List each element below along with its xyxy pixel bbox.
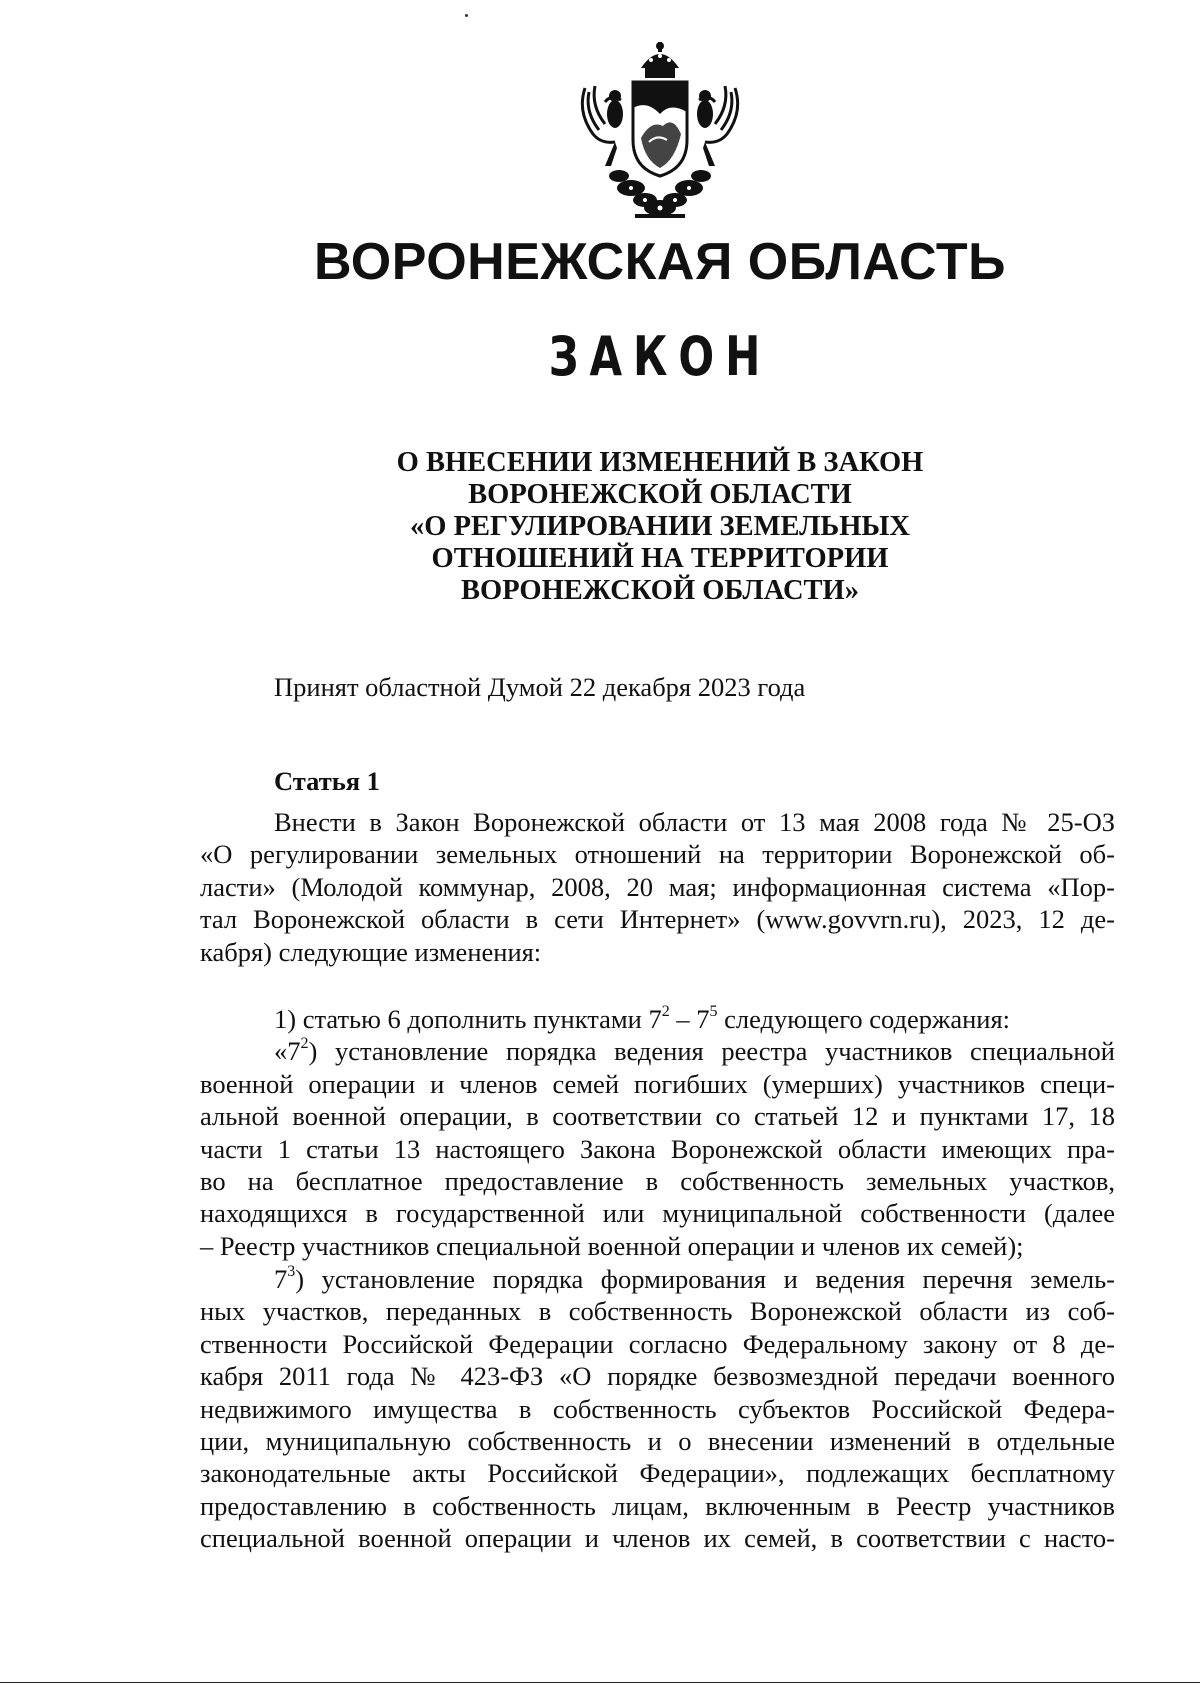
superscript: 3 [287,1263,296,1280]
law-title-line: ВОРОНЕЖСКОЙ ОБЛАСТИ [468,479,852,510]
paragraph-7-2-text: ) установление порядка ведения реестра участников специальной [308,1036,1115,1067]
superscript: 5 [709,1003,718,1020]
paragraph-7-3-prefix: 7 [274,1264,288,1294]
law-title-line: О ВНЕСЕНИИ ИЗМЕНЕНИЙ В ЗАКОН [396,447,924,478]
paragraph-line: находящихся в государственной или муниципальной собственности (далее [200,1198,1115,1229]
item-1-dash: – 7 [669,1004,710,1034]
paragraph-line: «О регулировании земельных отношений на территории Воронежской об- [200,839,1115,870]
paragraph-7-3-first-line [200,1263,1115,1295]
item-1-prefix: 1) статью 6 дополнить пунктами 7 [274,1004,662,1034]
scan-speck [465,14,468,17]
paragraph-7-2-first-line [200,1035,1115,1067]
paragraph-7-3 [200,1263,1115,1555]
paragraph-line: специальной военной операции и членов их семей, в соответствии с насто- [200,1523,1115,1554]
law-title-line: ВОРОНЕЖСКОЙ ОБЛАСТИ» [461,575,859,606]
law-title-line: ОТНОШЕНИЙ НА ТЕРРИТОРИИ [431,543,889,574]
paragraph-line: ных участков, переданных в собственность Воронежской области из соб- [200,1296,1115,1327]
paragraph-line: кабря 2011 года № 423-ФЗ «О порядке безвозмездной передачи военного [200,1361,1115,1392]
superscript: 2 [661,1003,670,1020]
item-1-suffix: следующего содержания: [717,1004,1011,1034]
superscript: 2 [300,1035,309,1053]
article-intro-paragraph [200,806,1115,968]
paragraph-line: законодательные акты Российской Федерации», подлежащих бесплатному [200,1458,1115,1489]
paragraph-line: Внести в Закон Воронежской области от 13 мая 2008 года № 25-ОЗ [274,807,1115,837]
paragraph-line: предоставлению в собственность лицам, включенным в Реестр участников [200,1490,1115,1521]
paragraph-line: тал Воронежской области в сети Интернет» (www.govvrn.ru), 2023, 12 де- [200,904,1115,935]
paragraph-line: военной операции и членов семей погибших (умерших) участников специ- [200,1068,1115,1099]
amendment-item-1 [200,1003,1115,1262]
paragraph-line: – Реестр участников специальной военной операции и членов их семей); [200,1230,1024,1261]
paragraph-line: части 1 статьи 13 настоящего Закона Воронежской области имеющих пра- [200,1133,1115,1164]
paragraph-line: ции, муниципальную собственность и о внесении изменений в отдельные [200,1426,1115,1457]
paragraph-line: альной военной операции, в соответствии со статьей 12 и пунктами 17, 18 [200,1101,1115,1132]
paragraph-line: недвижимого имущества в собственность субъектов Российской Федера- [200,1393,1115,1424]
article-heading: Статья 1 [274,766,380,796]
paragraph-7-2-prefix: «7 [274,1036,301,1067]
paragraph-7-3-text: ) установление порядка формирования и ведения перечня земель- [295,1264,1115,1294]
law-title-line: «О РЕГУЛИРОВАНИИ ЗЕМЕЛЬНЫХ [410,511,910,542]
document-type: ЗАКОН [548,325,772,388]
region-title: ВОРОНЕЖСКАЯ ОБЛАСТЬ [314,233,1006,291]
adoption-statement: Принят областной Думой 22 декабря 2023 года [274,672,806,702]
paragraph-line: ственности Российской Федерации согласно Федеральному закону от 8 де- [200,1328,1115,1359]
paragraph-line: кабря) следующие изменения: [200,936,542,967]
page-bottom-rule [0,1682,1200,1683]
paragraph-line: ласти» (Молодой коммунар, 2008, 20 мая; информационная система «Пор- [200,871,1115,902]
paragraph-line: во на бесплатное предоставление в собственность земельных участков, [200,1166,1115,1197]
item-1-line [200,1003,1115,1035]
coat-of-arms-emblem [575,42,745,222]
law-title [300,447,1020,607]
